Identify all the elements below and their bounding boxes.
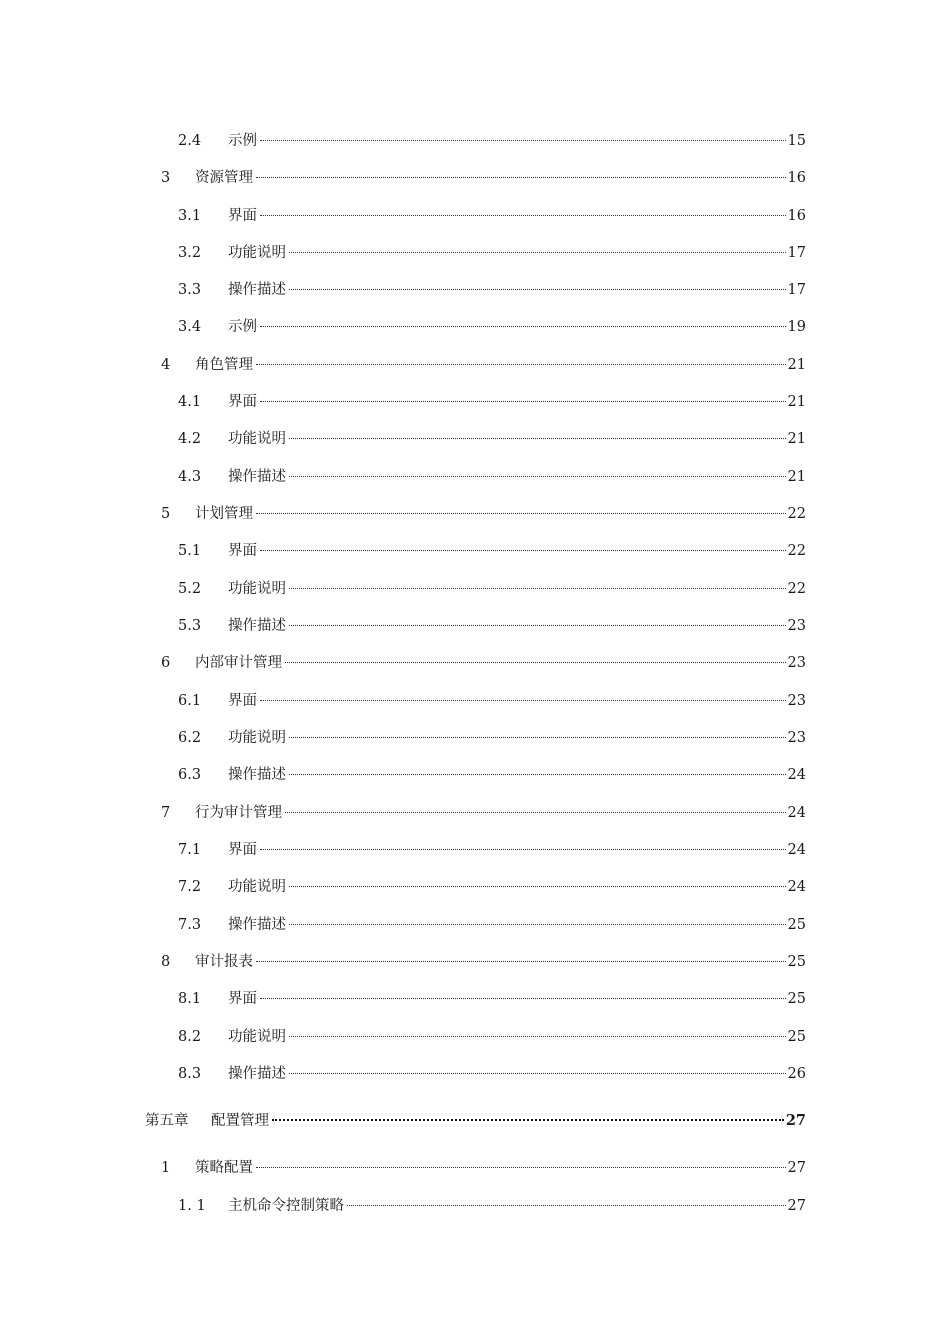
toc-subsection-entry[interactable] (178, 1058, 806, 1082)
toc-section-entry[interactable] (161, 946, 806, 970)
toc-entry-title: 界面 (228, 208, 257, 224)
toc-dot-leader (260, 685, 788, 705)
toc-entry-page-number: 15 (787, 133, 806, 149)
toc-entry-page-number: 22 (787, 543, 806, 559)
toc-subsection-entry[interactable] (178, 311, 806, 335)
toc-entry-page-number: 25 (787, 954, 806, 970)
toc-entry-title: 界面 (228, 543, 257, 559)
toc-entry-page-number: 17 (787, 245, 806, 261)
toc-entry-title: 示例 (228, 133, 257, 149)
toc-dot-leader (260, 535, 788, 555)
toc-entry-number: 4.3 (178, 469, 202, 485)
toc-dot-leader (260, 386, 788, 406)
toc-entry-number: 8.3 (178, 1066, 202, 1082)
toc-subsection-entry[interactable] (178, 237, 806, 261)
toc-entry-page-number: 16 (787, 208, 806, 224)
toc-entry-title: 操作描述 (228, 282, 286, 298)
toc-entry-title: 主机命令控制策略 (228, 1198, 344, 1214)
toc-dot-leader (256, 946, 788, 966)
toc-entry-number: 5.2 (178, 581, 202, 597)
toc-entry-title: 功能说明 (228, 431, 286, 447)
toc-entry-page-number: 27 (785, 1112, 806, 1129)
toc-entry-number: 6.1 (178, 693, 202, 709)
toc-entry-number: 3.4 (178, 319, 202, 335)
toc-subsection-entry[interactable] (178, 834, 806, 858)
toc-entry-title: 计划管理 (195, 506, 253, 522)
toc-entry-page-number: 23 (787, 693, 806, 709)
toc-entry-title: 功能说明 (228, 581, 286, 597)
toc-dot-leader (289, 610, 788, 630)
toc-entry-number: 8 (161, 954, 171, 970)
toc-entry-title: 操作描述 (228, 917, 286, 933)
toc-entry-number: 8.1 (178, 991, 202, 1007)
toc-dot-leader (285, 647, 788, 667)
toc-dot-leader (289, 871, 788, 891)
toc-entry-page-number: 22 (787, 506, 806, 522)
toc-entry-page-number: 27 (787, 1160, 806, 1176)
toc-entry-page-number: 27 (787, 1198, 806, 1214)
toc-dot-leader (289, 909, 788, 929)
toc-subsection-entry[interactable] (178, 423, 806, 447)
toc-subsection-entry[interactable] (178, 685, 806, 709)
toc-dot-leader (260, 311, 788, 331)
toc-entry-page-number: 24 (787, 805, 806, 821)
toc-subsection-entry[interactable] (178, 573, 806, 597)
toc-subsection-entry[interactable] (178, 983, 806, 1007)
toc-subsection-entry[interactable] (178, 535, 806, 559)
toc-dot-leader (256, 349, 788, 369)
toc-dot-leader (289, 274, 788, 294)
toc-entry-number: 第五章 (145, 1113, 189, 1129)
toc-entry-page-number: 24 (787, 767, 806, 783)
toc-entry-title: 界面 (228, 394, 257, 410)
toc-entry-title: 界面 (228, 693, 257, 709)
toc-entry-number: 2.4 (178, 133, 202, 149)
toc-entry-title: 操作描述 (228, 618, 286, 634)
toc-entry-page-number: 25 (787, 1029, 806, 1045)
toc-entry-title: 审计报表 (195, 954, 253, 970)
toc-entry-number: 5 (161, 506, 171, 522)
toc-entry-page-number: 25 (787, 917, 806, 933)
toc-subsection-entry[interactable] (178, 461, 806, 485)
toc-entry-page-number: 17 (787, 282, 806, 298)
toc-dot-leader (260, 125, 788, 145)
toc-entry-number: 5.3 (178, 618, 202, 634)
toc-entry-number: 7.1 (178, 842, 202, 858)
toc-section-entry[interactable] (161, 1152, 806, 1176)
toc-dot-leader (260, 834, 788, 854)
toc-subsection-entry[interactable] (178, 871, 806, 895)
toc-dot-leader (289, 1021, 788, 1041)
toc-entry-page-number: 19 (787, 319, 806, 335)
toc-entry-title: 功能说明 (228, 879, 286, 895)
toc-dot-leader (289, 722, 788, 742)
toc-dot-leader (260, 200, 788, 220)
toc-entry-title: 操作描述 (228, 1066, 286, 1082)
toc-dot-leader (256, 498, 788, 518)
toc-subsection-entry[interactable] (178, 125, 806, 149)
toc-section-entry[interactable] (161, 647, 806, 671)
toc-entry-title: 配置管理 (211, 1113, 269, 1129)
toc-subsection-entry[interactable] (178, 759, 806, 783)
toc-entry-number: 6 (161, 655, 171, 671)
toc-entry-number: 1. 1 (178, 1198, 206, 1214)
toc-section-entry[interactable] (161, 349, 806, 373)
toc-entry-page-number: 26 (787, 1066, 806, 1082)
toc-dot-leader (285, 797, 788, 817)
toc-entry-title: 内部审计管理 (195, 655, 282, 671)
toc-entry-number: 6.3 (178, 767, 202, 783)
toc-entry-title: 行为审计管理 (195, 805, 282, 821)
toc-dot-leader (289, 759, 788, 779)
toc-entry-number: 3.3 (178, 282, 202, 298)
toc-entry-page-number: 25 (787, 991, 806, 1007)
toc-entry-number: 3 (161, 170, 171, 186)
toc-dot-leader (289, 423, 788, 443)
toc-entry-title: 功能说明 (228, 1029, 286, 1045)
toc-subsection-entry[interactable] (178, 610, 806, 634)
toc-entry-title: 功能说明 (228, 730, 286, 746)
toc-subsection-entry[interactable] (178, 200, 806, 224)
toc-entry-page-number: 24 (787, 842, 806, 858)
toc-dot-leader (289, 461, 788, 481)
toc-entry-title: 策略配置 (195, 1160, 253, 1176)
toc-entry-number: 3.1 (178, 208, 202, 224)
toc-entry-title: 角色管理 (195, 357, 253, 373)
toc-section-entry[interactable] (161, 162, 806, 186)
toc-dot-leader (272, 1105, 786, 1125)
toc-entry-page-number: 23 (787, 618, 806, 634)
toc-subsection-entry[interactable] (178, 1190, 806, 1214)
toc-entry-page-number: 21 (787, 469, 806, 485)
toc-entry-number: 3.2 (178, 245, 202, 261)
toc-entry-number: 8.2 (178, 1029, 202, 1045)
toc-subsection-entry[interactable] (178, 722, 806, 746)
toc-dot-leader (256, 162, 788, 182)
toc-subsection-entry[interactable] (178, 274, 806, 298)
toc-entry-number: 4.1 (178, 394, 202, 410)
toc-entry-number: 1 (161, 1160, 171, 1176)
toc-section-entry[interactable] (161, 498, 806, 522)
toc-chapter-entry[interactable] (145, 1105, 806, 1129)
toc-subsection-entry[interactable] (178, 909, 806, 933)
toc-dot-leader (347, 1190, 788, 1210)
toc-dot-leader (260, 983, 788, 1003)
toc-dot-leader (256, 1152, 788, 1172)
toc-entry-page-number: 23 (787, 730, 806, 746)
toc-entry-title: 操作描述 (228, 767, 286, 783)
toc-entry-title: 示例 (228, 319, 257, 335)
toc-entry-number: 4.2 (178, 431, 202, 447)
toc-entry-page-number: 23 (787, 655, 806, 671)
toc-entry-number: 4 (161, 357, 171, 373)
toc-entry-title: 界面 (228, 991, 257, 1007)
toc-entry-number: 7 (161, 805, 171, 821)
toc-dot-leader (289, 1058, 788, 1078)
toc-entry-title: 功能说明 (228, 245, 286, 261)
toc-dot-leader (289, 573, 788, 593)
toc-entry-number: 6.2 (178, 730, 202, 746)
toc-entry-page-number: 21 (787, 431, 806, 447)
toc-entry-number: 7.2 (178, 879, 202, 895)
toc-dot-leader (289, 237, 788, 257)
toc-entry-title: 资源管理 (195, 170, 253, 186)
toc-entry-title: 操作描述 (228, 469, 286, 485)
toc-entry-page-number: 24 (787, 879, 806, 895)
toc-entry-page-number: 21 (787, 357, 806, 373)
toc-section-entry[interactable] (161, 797, 806, 821)
toc-subsection-entry[interactable] (178, 386, 806, 410)
toc-entry-page-number: 22 (787, 581, 806, 597)
toc-entry-page-number: 16 (787, 170, 806, 186)
toc-entry-number: 7.3 (178, 917, 202, 933)
toc-subsection-entry[interactable] (178, 1021, 806, 1045)
toc-entry-title: 界面 (228, 842, 257, 858)
toc-entry-page-number: 21 (787, 394, 806, 410)
toc-entry-number: 5.1 (178, 543, 202, 559)
